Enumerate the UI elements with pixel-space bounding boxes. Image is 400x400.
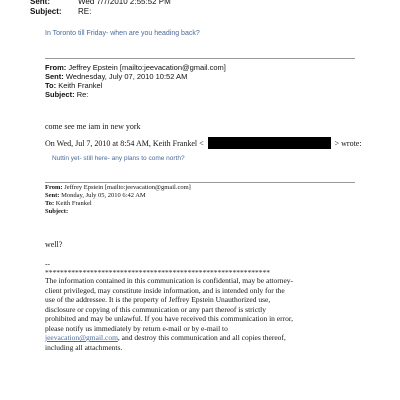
divider [45, 58, 355, 59]
disclaimer-email-link[interactable]: jeevacation@gmail.com [45, 333, 118, 342]
signature-block [45, 259, 270, 277]
sent-label: Sent: [45, 72, 64, 81]
signature-dashes: -- [45, 259, 50, 268]
quoted-text: Nuttin yet- still here- any plans to come north? [52, 155, 185, 162]
email-2-header [45, 63, 226, 99]
to-label: To: [45, 200, 55, 207]
subject-label: Subject: [30, 7, 62, 16]
email-2-body: come see me iam in new york [45, 122, 141, 131]
disclaimer-part-2: , and destroy this communication and all copies thereof, including all attachments. [45, 333, 286, 352]
from-value: Jeffrey Epstein [mailto:jeevacation@gmail.com] [68, 63, 226, 72]
sent-value: Monday, July 05, 2010 6:42 AM [61, 192, 146, 199]
from-label: From: [45, 63, 67, 72]
sent-value: Wed 7/7/2010 2:55:52 PM [78, 0, 171, 6]
sent-value: Wednesday, July 07, 2010 10:52 AM [65, 72, 188, 81]
reply-text: In Toronto till Friday- when are you heading back? [45, 30, 200, 37]
sent-label: Sent: [45, 192, 60, 199]
quote-suffix: > wrote: [334, 138, 362, 148]
signature-stars: ************************************************************ [45, 268, 270, 277]
subject-value: RE: [78, 7, 92, 16]
email-3-header [45, 184, 191, 216]
subject-label: Subject: [45, 90, 75, 99]
to-label: To: [45, 81, 57, 90]
quote-prefix: On Wed, Jul 7, 2010 at 8:54 AM, Keith Frankel < [45, 138, 204, 148]
sent-label: Sent: [30, 0, 50, 6]
top-email-header [30, 0, 171, 17]
redaction-block [208, 137, 331, 149]
email-3-body: well? [45, 240, 63, 249]
disclaimer-part-1: The information contained in this communication is confidential, may be attorney-client privileged, may constitute inside information, and is intended only for the use of the addressee. It is the property of Jeffrey Epstein Unauthorized use, disclosure or copying of this communication or any part thereof is strictly prohibited and may be unlawful. If you have received this communication in error, please notify us immediately by return e-mail or by e-mail to [45, 276, 294, 333]
to-value: Keith Frankel [58, 81, 103, 90]
from-label: From: [45, 184, 63, 191]
to-value: Keith Frankel [55, 200, 92, 207]
from-value: Jeffrey Epstein [mailto:jeevacation@gmail.com] [64, 184, 191, 191]
divider [45, 182, 355, 183]
confidentiality-disclaimer [45, 276, 295, 352]
quote-attribution [45, 137, 362, 149]
subject-value: Re: [76, 90, 89, 99]
subject-label: Subject: [45, 208, 69, 215]
